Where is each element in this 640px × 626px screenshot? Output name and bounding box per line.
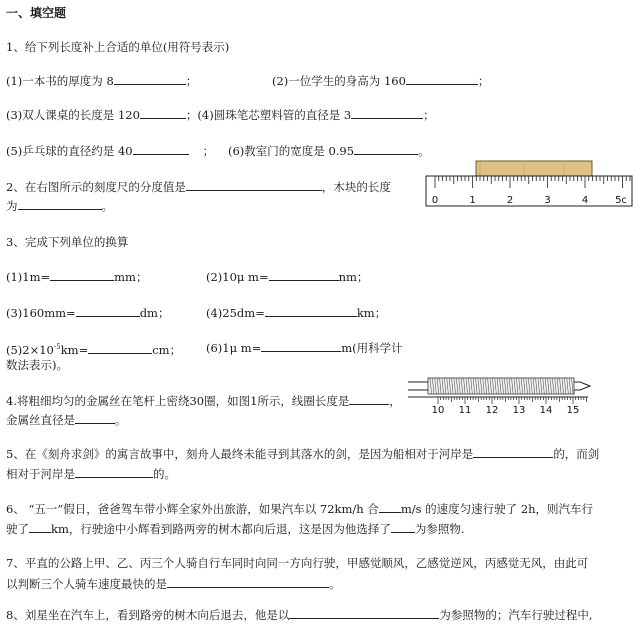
q1-item-5	[6, 143, 214, 158]
q4-line-1	[6, 393, 401, 408]
q4-line-2	[6, 412, 127, 427]
q7-line-2-text: 以判断三个人骑车速度最快的是	[6, 577, 167, 591]
q3-item-6	[206, 340, 403, 355]
q3-item-3-post: dm；	[139, 306, 170, 320]
q4-line-1-tail: ，	[389, 394, 401, 408]
q6-line-1-text-b: m/s 的速度匀速行驶了 2h，则汽车行	[400, 502, 594, 516]
coil-figure	[404, 370, 594, 418]
q6-line-1-text-a: 6、 “五一”假日，爸爸驾车带小辉全家外出旅游，如果汽车以 72km/h 合	[6, 502, 379, 516]
q1-item-2-text: (2)一位学生的身高为 160	[272, 74, 406, 88]
q1-blank-3[interactable]	[140, 107, 186, 119]
q7-line-1: 7、平直的公路上甲、乙、丙三个人骑自行车同时向同一方向行驶，甲感觉顺风，乙感觉逆风，丙感觉无风，由此可	[6, 556, 589, 570]
q6-blank-3[interactable]	[391, 521, 415, 533]
q2-line-1-text: 2、在右图所示的刻度尺的分度值是	[6, 180, 186, 194]
q4-line-1-text: 4.将粗细均匀的金属丝在笔杆上密绕30圈，如图1所示，线圈长度是	[6, 394, 350, 408]
q3-item-5-pre: (5)2×10	[6, 342, 54, 357]
q1-blank-4[interactable]	[351, 107, 423, 119]
q3-item-2	[206, 269, 368, 284]
q3-item-2-post: nm；	[338, 270, 369, 284]
ruler-label-3: 3	[544, 195, 551, 206]
q3-item-3	[6, 305, 169, 320]
q5-line-2-tail: 的。	[153, 467, 176, 481]
q3-item-1-pre: (1)1m=	[6, 270, 51, 284]
q1-sep-3: ；	[185, 108, 198, 122]
q3-item-2-pre: (2)10μ m=	[206, 270, 269, 284]
q1-sep-4: ；	[423, 108, 435, 122]
q1-item-3	[6, 107, 435, 122]
q1-sep-1: ；	[185, 74, 198, 88]
q1-item-6-text: (6)教室门的宽度是 0.95	[228, 144, 355, 158]
q7-line-2-tail: 。	[329, 577, 341, 591]
ruler-label-4: 4	[581, 195, 589, 206]
q3-item-4-pre: (4)25dm=	[206, 306, 265, 320]
q5-line-1	[6, 446, 599, 461]
q8-blank-1[interactable]	[289, 607, 439, 619]
q1-item-2	[272, 73, 489, 88]
ruler-label-5: 5c	[615, 195, 627, 206]
q5-blank-2[interactable]	[75, 466, 153, 478]
q1-stem: 1、给下列长度补上合适的单位(用符号表示)	[6, 40, 230, 54]
q4-line-2-text: 金属丝直径是	[6, 413, 75, 427]
q3-item-5-mid: km=	[60, 342, 89, 357]
q8-line-1-tail: 为参照物的；汽车行驶过程中,	[439, 608, 593, 622]
q3-blank-3[interactable]	[76, 305, 140, 317]
q4-blank-1[interactable]	[349, 393, 389, 405]
q1-item-1	[6, 73, 197, 88]
q3-blank-2[interactable]	[269, 269, 339, 281]
coil-scale-label-13: 13	[512, 405, 526, 416]
q1-item-6	[228, 143, 430, 158]
q8-line-1-text: 8、刘星坐在汽车上，看到路旁的树木向后退去，他是以	[6, 608, 290, 622]
ruler-label-1: 1	[469, 195, 476, 206]
ruler-label-2: 2	[506, 195, 514, 206]
q5-line-1-text: 5、在《刻舟求剑》的寓言故事中，刻舟人最终未能寻到其落水的剑，是因为船相对于河岸是	[6, 447, 474, 461]
q3-blank-5[interactable]	[88, 342, 152, 354]
q3-item-4-post: km；	[356, 306, 387, 320]
q2-line-2-tail: 。	[101, 199, 113, 213]
q4-blank-2[interactable]	[75, 412, 115, 424]
q1-blank-2[interactable]	[406, 73, 478, 85]
q6-line-2-text-a: 驶了	[6, 522, 29, 536]
q3-item-1-post: mm；	[114, 270, 148, 284]
coil-scale-label-14: 14	[539, 405, 553, 416]
q5-line-2	[6, 466, 176, 481]
q2-line-2	[6, 198, 113, 213]
q7-blank-1[interactable]	[167, 576, 329, 588]
q3-item-6-pre: (6)1μ m=	[206, 341, 262, 355]
q2-line-2-text: 为	[6, 199, 18, 213]
ruler-label-0: 0	[431, 195, 439, 206]
coil-scale-label-10: 10	[431, 405, 445, 416]
q3-stem: 3、完成下列单位的换算	[6, 235, 129, 249]
q1-blank-5[interactable]	[133, 143, 189, 155]
q3-blank-4[interactable]	[265, 305, 357, 317]
q6-line-2-text-c: 为参照物.	[414, 522, 465, 536]
q4-line-2-tail: 。	[115, 413, 127, 427]
coil-scale-label-12: 12	[485, 405, 499, 416]
q1-sep-2: ；	[477, 74, 490, 88]
coil-scale-ticks	[438, 397, 587, 404]
q1-item-4-text: (4)圆珠笔芯塑料管的直径是 3	[197, 108, 352, 122]
q3-item-6-post: m(用科学计	[341, 341, 403, 355]
q3-item-1	[6, 269, 147, 284]
q6-blank-2[interactable]	[29, 521, 51, 533]
q6-line-1	[6, 501, 593, 516]
q6-line-2	[6, 521, 465, 536]
coil-scale-label-15: 15	[566, 405, 580, 416]
q3-blank-1[interactable]	[50, 269, 114, 281]
q3-item-5-exponent: -5	[53, 343, 61, 351]
q7-line-2	[6, 576, 341, 591]
wood-block	[476, 161, 592, 176]
q5-line-2-text: 相对于河岸是	[6, 467, 75, 481]
q3-item-4	[206, 305, 386, 320]
q1-item-3-text: (3)双人课桌的长度是 120	[6, 108, 140, 122]
ruler-figure	[424, 160, 636, 210]
q2-blank-2[interactable]	[18, 198, 102, 210]
q1-sep-6: 。	[418, 144, 430, 158]
pen-tip	[580, 382, 590, 390]
q1-item-5-text: (5)乒乓球的直径约是 40	[6, 144, 133, 158]
q1-sep-5: ；	[202, 144, 215, 158]
q2-line-1-tail: ，木块的长度	[321, 180, 391, 194]
q5-blank-1[interactable]	[473, 446, 553, 458]
q6-blank-1[interactable]	[379, 501, 401, 513]
q6-line-2-text-b: km，行驶途中小辉看到路两旁的树木都向后退，这是因为他选择了	[51, 522, 391, 536]
q3-item-3-pre: (3)160mm=	[6, 306, 76, 320]
section-title: 一、填空题	[6, 6, 67, 20]
q3-item-5-post: cm；	[152, 342, 182, 357]
q2-line-1	[6, 179, 391, 194]
q5-line-1-tail: 的，而剑	[553, 447, 600, 461]
q3-item-6-line-2: 数法表示)。	[6, 358, 68, 372]
coil-scale-label-11: 11	[458, 405, 472, 416]
q1-blank-1[interactable]	[114, 73, 186, 85]
q3-item-5	[6, 340, 181, 357]
q3-blank-6[interactable]	[261, 340, 341, 352]
q1-item-1-text: (1)一本书的厚度为 8	[6, 74, 114, 88]
q8-line-1	[6, 607, 592, 622]
q1-blank-6[interactable]	[354, 143, 418, 155]
q2-blank-1[interactable]	[186, 179, 322, 191]
